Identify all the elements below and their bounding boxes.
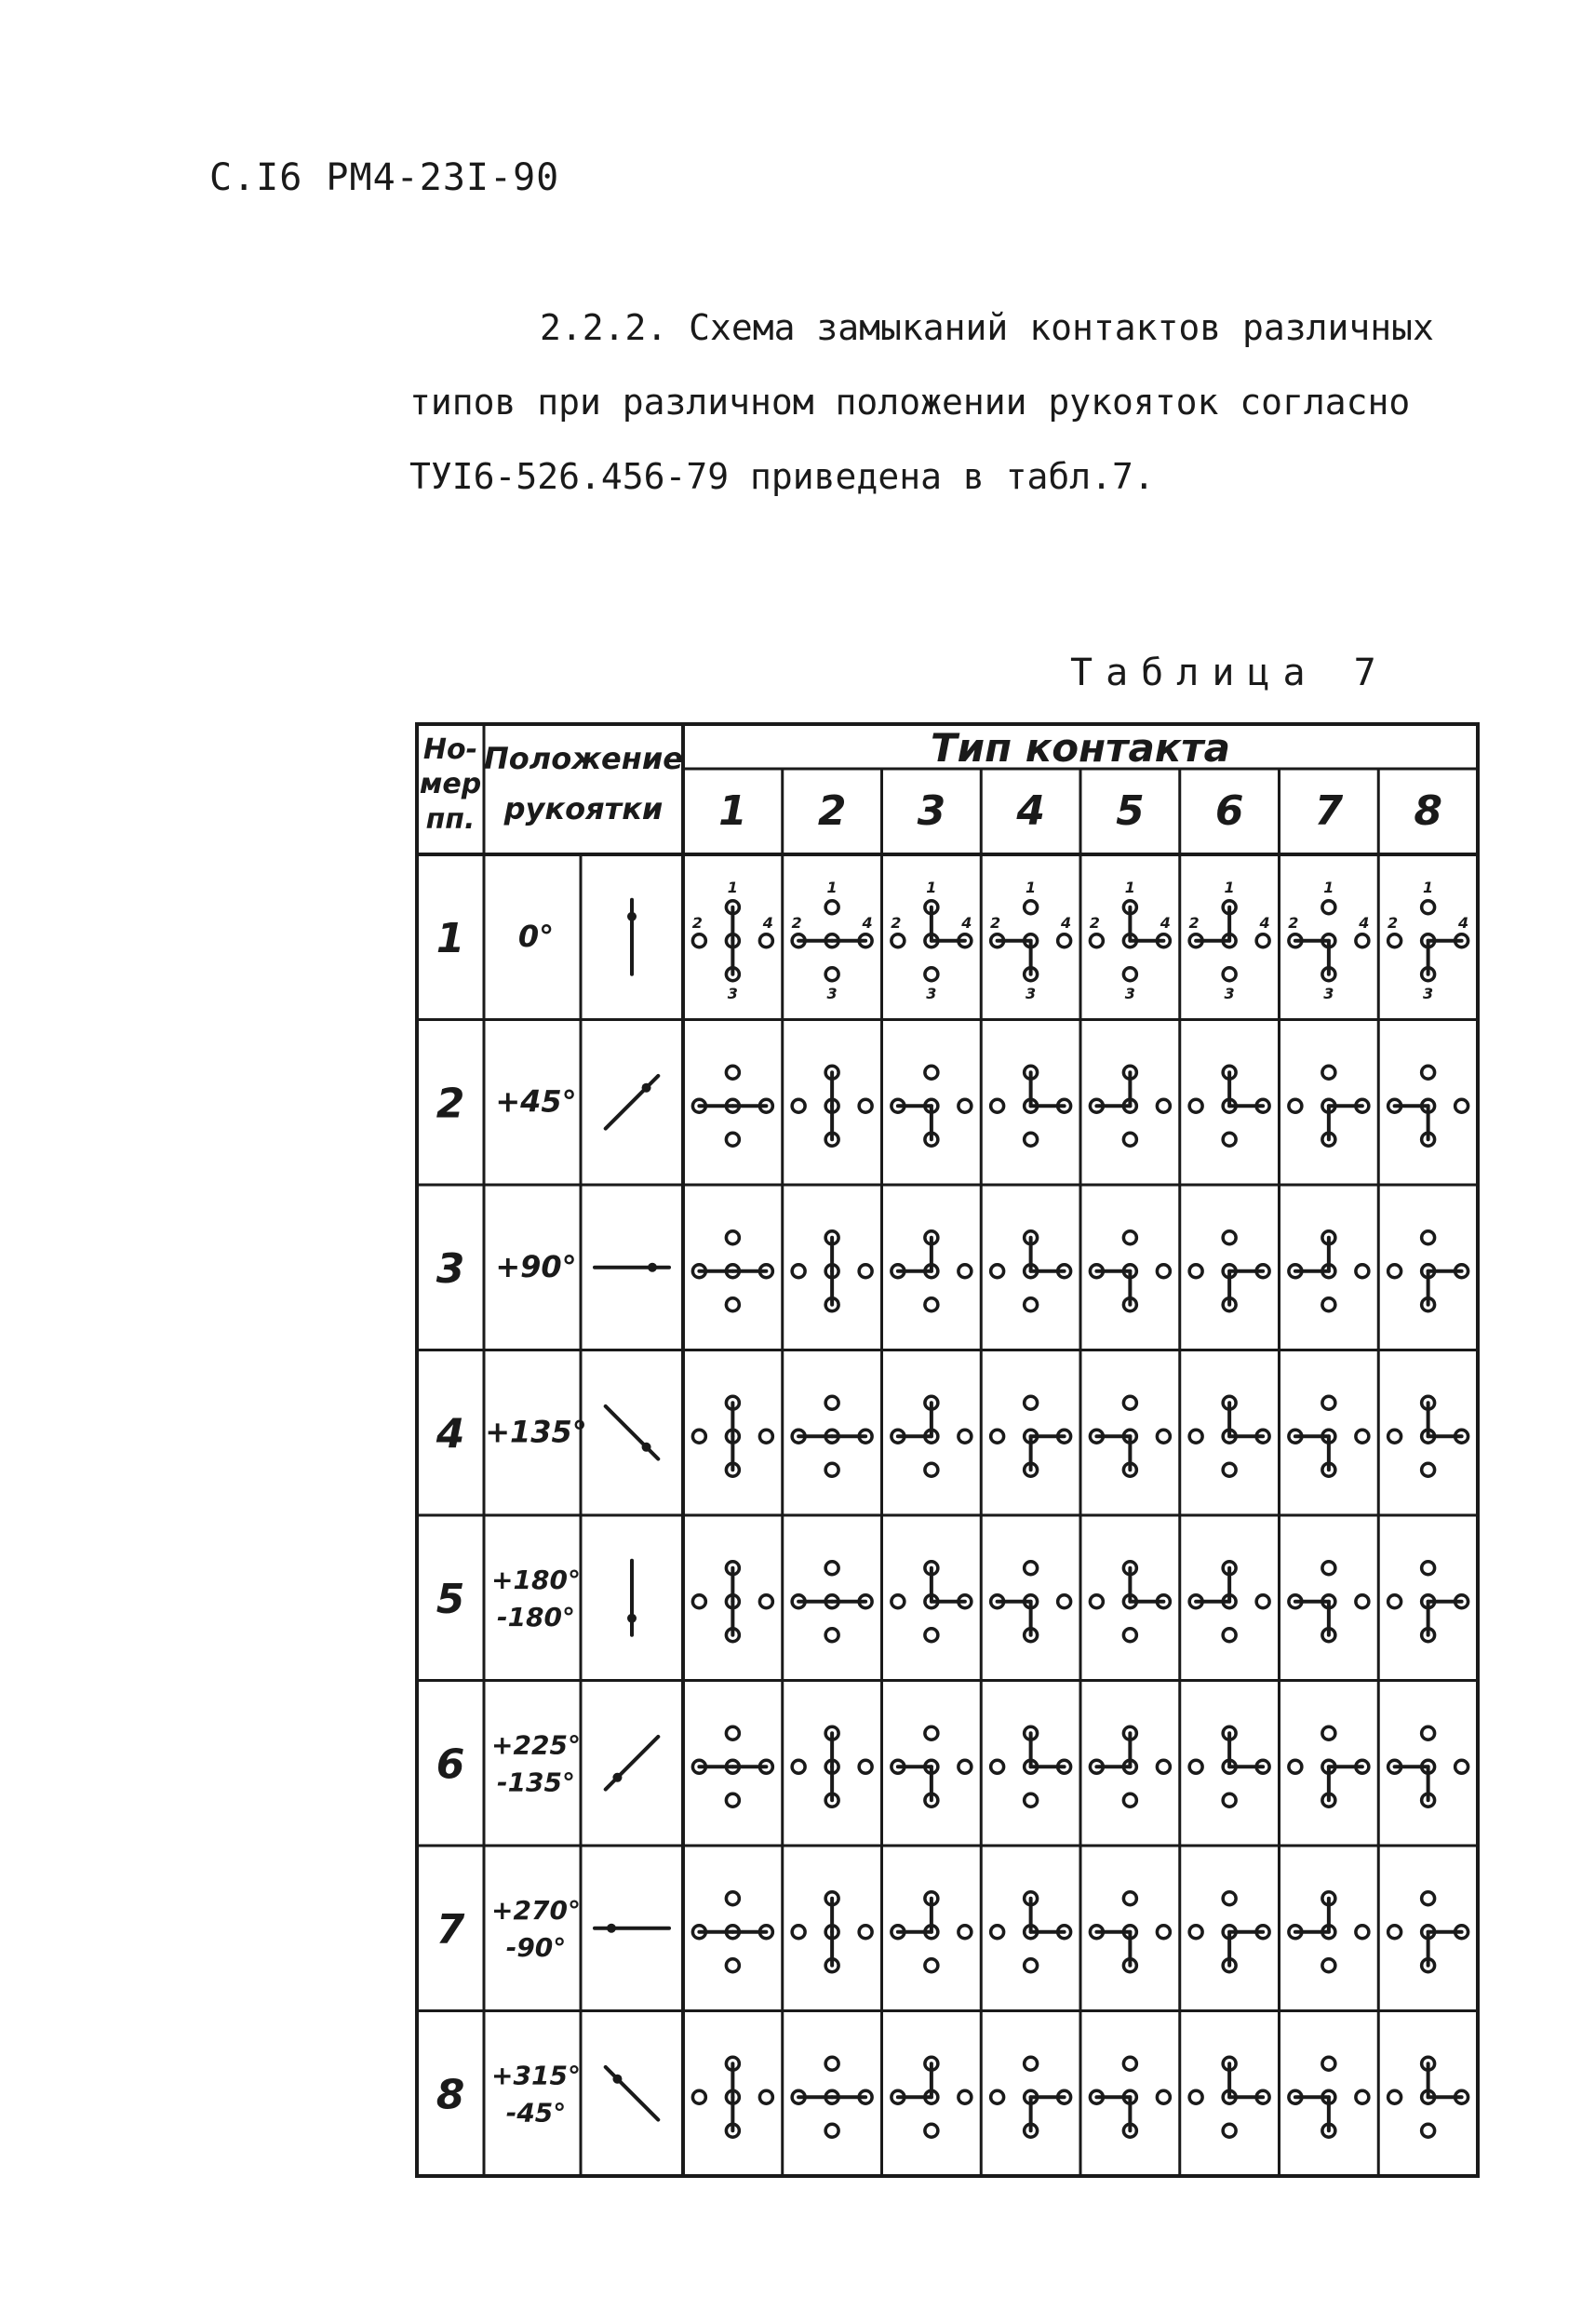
row-number: 5 (436, 1575, 465, 1623)
table-row-5 (436, 1561, 1468, 1642)
contact-terminal-3 (1223, 1133, 1236, 1146)
contact-terminal-2 (1256, 1595, 1269, 1608)
handle-line (606, 2067, 659, 2120)
contact-cell (1289, 1726, 1369, 1807)
table-row-7 (436, 1892, 1468, 1972)
contact-terminal-3 (726, 1133, 739, 1146)
row-number: 3 (436, 1244, 465, 1293)
contact-cell (1289, 1892, 1369, 1972)
terminal-label-2: 2 (1288, 913, 1299, 932)
contact-terminal-3 (1422, 2124, 1435, 2137)
contact-cell (1090, 879, 1171, 1002)
terminal-label-1: 1 (1323, 878, 1334, 896)
contact-terminal-4 (692, 2090, 705, 2103)
contact-terminal-2 (1157, 2090, 1170, 2103)
contact-terminal-4 (1388, 1430, 1401, 1443)
terminal-label-4: 4 (1359, 913, 1370, 932)
table-row-6 (436, 1726, 1468, 1807)
handle-position-mark (627, 900, 637, 974)
contact-cell (892, 1231, 972, 1311)
contact-cell (1189, 2057, 1269, 2137)
contact-terminal-2 (1256, 934, 1269, 947)
contact-terminal-1 (726, 1892, 739, 1905)
contact-cell (991, 1231, 1071, 1311)
contact-terminal-1 (1123, 1892, 1136, 1905)
contact-cell (1090, 1231, 1170, 1311)
terminal-label-3: 3 (826, 984, 838, 1002)
row-angle: 0° (517, 918, 555, 954)
contact-terminal-1 (825, 1396, 838, 1409)
contact-cell (892, 1066, 972, 1146)
terminal-label-1: 1 (926, 878, 937, 896)
handle-knob (642, 1443, 651, 1452)
contact-terminal-1 (825, 901, 838, 914)
contact-terminal-1 (925, 1066, 938, 1079)
contact-cell (1289, 1066, 1369, 1146)
contact-cell (792, 2057, 872, 2137)
terminal-label-4: 4 (1458, 913, 1469, 932)
contact-terminal-1 (1422, 1231, 1435, 1244)
row-angle-line-1: +315° (491, 2060, 581, 2091)
contact-cell (1289, 1231, 1369, 1311)
handle-knob (648, 1263, 657, 1272)
terminal-label-1: 1 (1423, 878, 1434, 896)
header-contact-type-1: 1 (718, 787, 747, 835)
handle-knob (607, 1924, 616, 1933)
contact-terminal-3 (825, 1629, 838, 1642)
contact-terminal-4 (991, 1265, 1004, 1278)
contact-cell (692, 879, 773, 1002)
header-number-line-3: пп. (425, 803, 476, 836)
contact-cell (1289, 1562, 1369, 1642)
contact-cell (692, 1892, 772, 1972)
handle-knob (612, 1773, 622, 1782)
contact-terminal-3 (1123, 1793, 1136, 1807)
terminal-label-3: 3 (1026, 984, 1037, 1002)
row-angle-line-1: +180° (491, 1564, 581, 1595)
terminal-label-4: 4 (961, 913, 972, 932)
row-number: 7 (436, 1905, 465, 1954)
header-contact-type-3: 3 (917, 787, 946, 835)
terminal-label-4: 4 (1160, 913, 1171, 932)
contact-cell (1189, 1066, 1269, 1146)
terminal-label-1: 1 (1224, 878, 1235, 896)
header-contact-type-2: 2 (817, 787, 847, 835)
row-angle-line-2: -45° (505, 2097, 567, 2129)
paragraph-line-3: ТУI6-526.456-79 приведена в табл.7. (409, 456, 1155, 497)
row-angle-line-1: +225° (491, 1729, 581, 1761)
row-angle: +45° (495, 1083, 577, 1120)
contact-cell (1090, 1726, 1170, 1807)
contact-terminal-2 (1356, 1430, 1369, 1443)
contact-terminal-3 (825, 968, 838, 981)
contact-terminal-4 (1388, 1595, 1401, 1608)
terminal-label-3: 3 (727, 984, 738, 1002)
contact-terminal-4 (1189, 1760, 1202, 1773)
contact-terminal-4 (1388, 1265, 1401, 1278)
terminal-label-2: 2 (891, 913, 902, 932)
contact-terminal-3 (925, 1629, 938, 1642)
contact-terminal-4 (1388, 2090, 1401, 2103)
contact-terminal-2 (1157, 1099, 1170, 1112)
contact-terminal-3 (1223, 2124, 1236, 2137)
contact-terminal-3 (1123, 968, 1136, 981)
contact-terminal-1 (1025, 901, 1038, 914)
contact-terminal-1 (1123, 2057, 1136, 2070)
terminal-label-2: 2 (1388, 913, 1399, 932)
contact-terminal-1 (1025, 1562, 1038, 1575)
contact-terminal-4 (991, 1099, 1004, 1112)
contact-terminal-1 (1123, 1231, 1136, 1244)
contact-cell (792, 879, 873, 1002)
row-number: 6 (436, 1740, 465, 1789)
row-number: 4 (436, 1410, 465, 1458)
handle-position-mark (606, 1406, 659, 1459)
contact-terminal-2 (759, 1430, 772, 1443)
contact-cell (1289, 1396, 1369, 1476)
contact-terminal-2 (859, 1760, 872, 1773)
handle-knob (627, 1614, 637, 1623)
table-row-3 (436, 1231, 1468, 1311)
contact-terminal-1 (1223, 1231, 1236, 1244)
contact-terminal-3 (825, 1463, 838, 1476)
contact-terminal-4 (692, 934, 705, 947)
handle-knob (627, 912, 637, 921)
contact-terminal-4 (792, 1099, 805, 1112)
row-number: 1 (436, 914, 465, 962)
contact-cell (991, 1066, 1071, 1146)
handle-position-mark (606, 1737, 659, 1790)
header-number-line-1: Но- (422, 733, 478, 766)
contact-terminal-4 (1189, 1430, 1202, 1443)
contact-terminal-4 (792, 1760, 805, 1773)
contact-cell (1090, 1562, 1170, 1642)
contact-terminal-3 (1025, 1133, 1038, 1146)
contact-terminal-2 (1157, 1265, 1170, 1278)
contact-terminal-2 (1356, 934, 1369, 947)
contact-cell (1388, 1726, 1468, 1807)
contact-terminal-4 (1289, 1099, 1302, 1112)
contact-cell (991, 1562, 1071, 1642)
table-row-4 (436, 1396, 1468, 1476)
contact-terminal-2 (959, 1926, 972, 1939)
contact-cell (892, 1396, 972, 1476)
handle-position-mark (606, 2067, 659, 2120)
contact-terminal-3 (1025, 1298, 1038, 1311)
terminal-label-3: 3 (926, 984, 937, 1002)
terminal-label-2: 2 (691, 913, 703, 932)
contact-terminal-1 (1422, 1066, 1435, 1079)
handle-knob (612, 2075, 622, 2084)
contact-cell (1288, 879, 1369, 1002)
contact-terminal-4 (892, 934, 905, 947)
contact-terminal-1 (1223, 1892, 1236, 1905)
contact-terminal-3 (726, 1298, 739, 1311)
contact-cell (891, 879, 972, 1002)
contact-cell (991, 1726, 1071, 1807)
contact-terminal-2 (959, 1265, 972, 1278)
contact-terminal-3 (726, 1793, 739, 1807)
contact-terminal-2 (1356, 1595, 1369, 1608)
terminal-label-2: 2 (791, 913, 802, 932)
handle-knob (642, 1083, 651, 1093)
contact-terminal-1 (726, 1066, 739, 1079)
contact-terminal-4 (692, 1430, 705, 1443)
contact-cell (1189, 879, 1270, 1002)
terminal-label-1: 1 (727, 878, 738, 896)
contact-cell (1189, 1892, 1269, 1972)
header-position-line-2: рукоятки (503, 791, 664, 826)
paragraph-line-2: типов при различном положении рукояток согласно (409, 382, 1411, 423)
terminal-label-4: 4 (862, 913, 873, 932)
contact-terminal-3 (1025, 1793, 1038, 1807)
contact-terminal-2 (1157, 1926, 1170, 1939)
contact-terminal-2 (1356, 1265, 1369, 1278)
contact-cell (990, 879, 1071, 1002)
row-angle: +135° (485, 1414, 587, 1450)
contact-cell (1388, 1231, 1468, 1311)
contact-terminal-1 (1123, 1396, 1136, 1409)
header-contact-type-7: 7 (1314, 787, 1344, 835)
header-contact-type-5: 5 (1116, 787, 1145, 835)
contact-terminal-1 (1322, 1726, 1335, 1740)
contact-cell (1090, 1892, 1170, 1972)
header-contact-type: Тип контакта (931, 725, 1230, 771)
contact-terminal-2 (1157, 1760, 1170, 1773)
terminal-label-3: 3 (1124, 984, 1135, 1002)
handle-position-mark (595, 1263, 669, 1272)
table-row-1 (436, 879, 1469, 1002)
contact-terminal-2 (1058, 1595, 1071, 1608)
header-position-line-1: Положение (484, 741, 683, 776)
contact-cell (1090, 1066, 1170, 1146)
handle-line (606, 1406, 659, 1459)
contact-terminal-3 (1322, 1298, 1335, 1311)
contact-terminal-2 (759, 934, 772, 947)
contact-terminal-2 (1455, 1099, 1468, 1112)
contact-terminal-2 (1455, 1760, 1468, 1773)
contact-cell (1388, 1396, 1468, 1476)
contact-terminal-2 (959, 1099, 972, 1112)
contact-terminal-1 (1422, 1562, 1435, 1575)
handle-position-mark (606, 1076, 659, 1129)
contact-cell (1189, 1396, 1269, 1476)
contact-terminal-4 (1388, 1926, 1401, 1939)
contact-cell (792, 1892, 872, 1972)
contact-terminal-4 (1189, 1926, 1202, 1939)
handle-line (606, 1076, 659, 1129)
contact-cell (692, 1396, 772, 1476)
terminal-label-4: 4 (1259, 913, 1270, 932)
contact-terminal-1 (1025, 2057, 1038, 2070)
contact-cell (991, 1892, 1071, 1972)
contact-terminal-3 (925, 1463, 938, 1476)
contact-terminal-4 (1189, 2090, 1202, 2103)
contact-terminal-1 (925, 1726, 938, 1740)
contact-terminal-4 (1289, 1760, 1302, 1773)
terminal-label-1: 1 (1026, 878, 1037, 896)
contact-terminal-3 (1025, 1959, 1038, 1972)
contact-terminal-2 (959, 1760, 972, 1773)
contact-terminal-4 (692, 1595, 705, 1608)
contact-terminal-1 (1422, 1726, 1435, 1740)
contact-cell (1388, 1066, 1468, 1146)
page-reference: С.I6 РМ4-23I-90 (209, 156, 560, 199)
contact-cell (792, 1396, 872, 1476)
contact-terminal-4 (991, 1760, 1004, 1773)
row-angle-line-2: -180° (496, 1601, 576, 1632)
terminal-label-2: 2 (1188, 913, 1200, 932)
contact-cell (991, 1396, 1071, 1476)
contact-cell (792, 1231, 872, 1311)
contact-terminal-2 (859, 1265, 872, 1278)
header-contact-type-6: 6 (1214, 787, 1244, 835)
contact-terminal-4 (892, 1595, 905, 1608)
contact-terminal-1 (1322, 1066, 1335, 1079)
contact-cell (692, 1726, 772, 1807)
contact-terminal-3 (1123, 1133, 1136, 1146)
contact-terminal-4 (1388, 934, 1401, 947)
contact-terminal-1 (726, 1726, 739, 1740)
row-number: 8 (436, 2071, 465, 2119)
contact-terminal-1 (1322, 901, 1335, 914)
contact-terminal-3 (925, 2124, 938, 2137)
contact-cell (892, 1726, 972, 1807)
contact-terminal-4 (991, 1430, 1004, 1443)
contact-terminal-1 (1322, 1396, 1335, 1409)
contact-cell (1388, 1892, 1468, 1972)
contact-terminal-3 (1223, 1629, 1236, 1642)
contact-cell (1289, 2057, 1369, 2137)
handle-position-mark (627, 1561, 637, 1635)
handle-position-mark (595, 1924, 669, 1933)
terminal-label-2: 2 (990, 913, 1001, 932)
contact-terminal-4 (792, 1926, 805, 1939)
terminal-label-2: 2 (1089, 913, 1100, 932)
terminal-label-1: 1 (826, 878, 838, 896)
contact-cell (1189, 1726, 1269, 1807)
contact-cell (792, 1562, 872, 1642)
contact-terminal-2 (859, 1926, 872, 1939)
contact-terminal-1 (1422, 901, 1435, 914)
contact-terminal-3 (1322, 1959, 1335, 1972)
contact-terminal-1 (1422, 1892, 1435, 1905)
contact-cell (892, 2057, 972, 2137)
contact-terminal-2 (859, 1099, 872, 1112)
terminal-label-4: 4 (1061, 913, 1072, 932)
contact-terminal-2 (759, 1595, 772, 1608)
contact-terminal-2 (1356, 2090, 1369, 2103)
contact-cell (892, 1562, 972, 1642)
contact-cell (1388, 2057, 1468, 2137)
contact-cell (1090, 2057, 1170, 2137)
contact-terminal-1 (1025, 1396, 1038, 1409)
contact-terminal-1 (825, 1562, 838, 1575)
terminal-label-1: 1 (1124, 878, 1135, 896)
row-angle: +90° (495, 1248, 577, 1284)
handle-line (606, 1737, 659, 1790)
contact-cell (1388, 1562, 1468, 1642)
header-number-line-2: мер (419, 768, 482, 800)
header-contact-type-8: 8 (1414, 787, 1442, 835)
contact-terminal-3 (1223, 1793, 1236, 1807)
row-number: 2 (436, 1080, 465, 1128)
terminal-label-3: 3 (1423, 984, 1434, 1002)
contact-cell (1189, 1562, 1269, 1642)
terminal-label-3: 3 (1224, 984, 1235, 1002)
contact-terminal-3 (1223, 1463, 1236, 1476)
contact-cell (1388, 879, 1468, 1002)
table-row-2 (436, 1066, 1468, 1146)
contact-terminal-1 (1322, 1562, 1335, 1575)
row-angle-line-2: -135° (496, 1767, 576, 1798)
contact-terminal-3 (925, 1959, 938, 1972)
contact-terminal-3 (825, 2124, 838, 2137)
row-angle-line-1: +270° (491, 1894, 581, 1926)
contact-cell (1189, 1231, 1269, 1311)
header-contact-type-4: 4 (1016, 787, 1045, 835)
contact-terminal-2 (759, 2090, 772, 2103)
row-angle-line-2: -90° (505, 1931, 567, 1963)
contact-terminal-3 (1123, 1629, 1136, 1642)
contact-terminal-4 (792, 1265, 805, 1278)
contact-terminal-4 (1090, 1595, 1103, 1608)
contact-cell (1090, 1396, 1170, 1476)
contact-cell (692, 1562, 772, 1642)
contact-cell (692, 1231, 772, 1311)
contact-cell (991, 2057, 1071, 2137)
terminal-label-3: 3 (1323, 984, 1334, 1002)
contact-terminal-2 (959, 2090, 972, 2103)
contact-terminal-4 (1189, 1099, 1202, 1112)
contact-cell (692, 2057, 772, 2137)
paragraph-line-1: 2.2.2. Схема замыканий контактов различных (540, 307, 1434, 348)
contact-terminal-3 (1422, 1463, 1435, 1476)
contact-cell (892, 1892, 972, 1972)
contact-terminal-4 (1090, 934, 1103, 947)
contact-terminal-1 (825, 2057, 838, 2070)
contact-terminal-3 (925, 1298, 938, 1311)
contact-terminal-1 (1322, 2057, 1335, 2070)
contact-cell (792, 1726, 872, 1807)
terminal-label-4: 4 (762, 913, 773, 932)
contact-terminal-4 (991, 1926, 1004, 1939)
contact-terminal-2 (1058, 934, 1071, 947)
contact-terminal-4 (991, 2090, 1004, 2103)
table-caption: Таблица 7 (1070, 652, 1389, 694)
contact-terminal-2 (1356, 1926, 1369, 1939)
contact-cell (692, 1066, 772, 1146)
contact-terminal-3 (925, 968, 938, 981)
table-row-8 (436, 2057, 1468, 2137)
contact-cell (792, 1066, 872, 1146)
contact-terminal-3 (1223, 968, 1236, 981)
contact-terminal-2 (1157, 1430, 1170, 1443)
contact-terminal-3 (726, 1959, 739, 1972)
contact-terminal-2 (959, 1430, 972, 1443)
contact-terminal-1 (726, 1231, 739, 1244)
contact-terminal-4 (1189, 1265, 1202, 1278)
